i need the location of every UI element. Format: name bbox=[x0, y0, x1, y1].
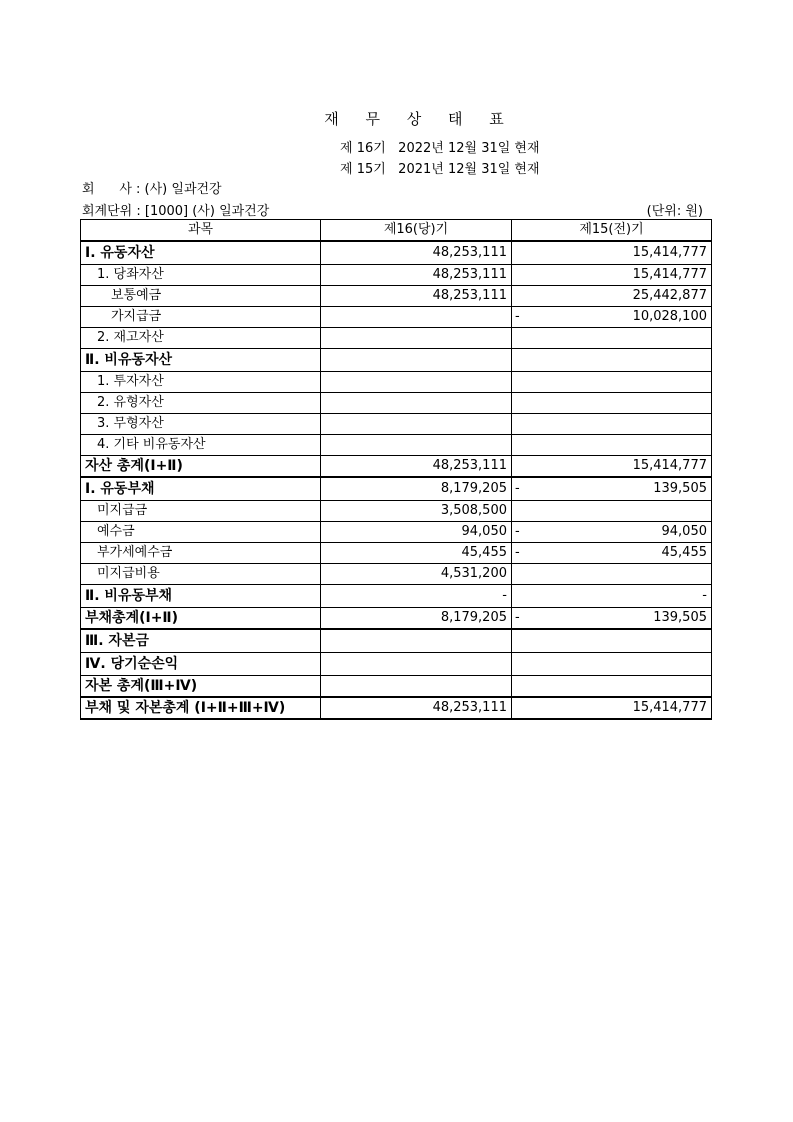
current-value-cell bbox=[321, 477, 512, 501]
current-value: 8,179,205 bbox=[440, 481, 507, 496]
row-label: Ⅰ. 유동부채 bbox=[81, 477, 321, 501]
prior-value-cell bbox=[512, 349, 712, 372]
current-value: 48,253,111 bbox=[432, 458, 507, 473]
currency-unit-label: (단위: 원) bbox=[646, 204, 703, 219]
prior-value-cell bbox=[512, 456, 712, 478]
current-value-cell bbox=[321, 501, 512, 522]
prior-value-cell bbox=[512, 564, 712, 585]
prior-value-cell bbox=[512, 522, 712, 543]
current-value-cell bbox=[321, 697, 512, 719]
prior-value-cell bbox=[512, 676, 712, 698]
row-label: Ⅱ. 비유동자산 bbox=[81, 349, 321, 372]
table-row bbox=[81, 456, 712, 478]
row-label: 2. 유형자산 bbox=[81, 393, 321, 414]
prior-value: 15,414,777 bbox=[632, 458, 707, 473]
row-label: 2. 재고자산 bbox=[81, 328, 321, 349]
prior-value-cell bbox=[512, 501, 712, 522]
row-label: 1. 투자자산 bbox=[81, 372, 321, 393]
period-current: 제 16기 2022년 12월 31일 현재 bbox=[340, 141, 540, 156]
row-label: 자본 총계(Ⅲ+Ⅳ) bbox=[81, 676, 321, 698]
prior-value-cell bbox=[512, 393, 712, 414]
period-prior: 제 15기 2021년 12월 31일 현재 bbox=[340, 162, 540, 177]
prior-value-cell bbox=[512, 241, 712, 265]
current-value: 48,253,111 bbox=[432, 267, 507, 282]
row-label: 가지급금 bbox=[81, 307, 321, 328]
table-row bbox=[81, 393, 712, 414]
prior-value-cell bbox=[512, 477, 712, 501]
accounting-unit: 회계단위 : [1000] (사) 일과건강 bbox=[82, 204, 270, 219]
table-row bbox=[81, 697, 712, 719]
current-value-cell bbox=[321, 653, 512, 676]
prior-value-cell bbox=[512, 265, 712, 286]
current-value: 45,455 bbox=[461, 545, 507, 560]
prior-value: 45,455 bbox=[661, 545, 707, 560]
prior-value: 10,028,100 bbox=[632, 309, 707, 324]
current-value-cell bbox=[321, 456, 512, 478]
row-label: 부가세예수금 bbox=[81, 543, 321, 564]
current-value: 8,179,205 bbox=[440, 610, 507, 625]
prior-value: - bbox=[702, 588, 707, 603]
current-value-cell bbox=[321, 435, 512, 456]
header-current-period: 제16(당)기 bbox=[321, 220, 512, 242]
current-value-cell bbox=[321, 676, 512, 698]
table-row bbox=[81, 501, 712, 522]
row-label: 1. 당좌자산 bbox=[81, 265, 321, 286]
current-value-cell bbox=[321, 328, 512, 349]
prior-value-cell bbox=[512, 414, 712, 435]
current-value: 3,508,500 bbox=[440, 503, 507, 518]
row-label: 4. 기타 비유동자산 bbox=[81, 435, 321, 456]
prior-sign: - bbox=[515, 309, 520, 324]
table-row bbox=[81, 585, 712, 608]
row-label: 보통예금 bbox=[81, 286, 321, 307]
current-value-cell bbox=[321, 241, 512, 265]
table-row bbox=[81, 414, 712, 435]
prior-value-cell bbox=[512, 585, 712, 608]
company-name: 회 사 : (사) 일과건강 bbox=[82, 182, 222, 197]
table-row bbox=[81, 328, 712, 349]
current-value-cell bbox=[321, 564, 512, 585]
row-label: Ⅳ. 당기순손익 bbox=[81, 653, 321, 676]
current-value-cell bbox=[321, 307, 512, 328]
balance-sheet-table bbox=[80, 219, 712, 720]
prior-value-cell bbox=[512, 307, 712, 328]
prior-value-cell bbox=[512, 286, 712, 307]
current-value-cell bbox=[321, 543, 512, 564]
current-value: 4,531,200 bbox=[440, 566, 507, 581]
prior-value: 25,442,877 bbox=[632, 288, 707, 303]
table-row bbox=[81, 241, 712, 265]
table-row bbox=[81, 435, 712, 456]
table-row bbox=[81, 286, 712, 307]
table-row bbox=[81, 522, 712, 543]
current-value: - bbox=[502, 588, 507, 603]
table-row bbox=[81, 564, 712, 585]
current-value-cell bbox=[321, 372, 512, 393]
current-value-cell bbox=[321, 629, 512, 653]
prior-value-cell bbox=[512, 697, 712, 719]
table-row bbox=[81, 349, 712, 372]
prior-value: 94,050 bbox=[661, 524, 707, 539]
current-value-cell bbox=[321, 522, 512, 543]
row-label: Ⅰ. 유동자산 bbox=[81, 241, 321, 265]
header-account: 과목 bbox=[81, 220, 321, 242]
prior-value: 139,505 bbox=[653, 481, 707, 496]
current-value: 48,253,111 bbox=[432, 700, 507, 715]
current-value-cell bbox=[321, 265, 512, 286]
table-row bbox=[81, 543, 712, 564]
prior-sign: - bbox=[515, 481, 520, 496]
prior-sign: - bbox=[515, 610, 520, 625]
table-row bbox=[81, 629, 712, 653]
prior-value: 15,414,777 bbox=[632, 267, 707, 282]
current-value: 48,253,111 bbox=[432, 288, 507, 303]
row-label: 3. 무형자산 bbox=[81, 414, 321, 435]
current-value-cell bbox=[321, 608, 512, 630]
row-label: 자산 총계(Ⅰ+Ⅱ) bbox=[81, 456, 321, 478]
prior-value-cell bbox=[512, 629, 712, 653]
current-value-cell bbox=[321, 349, 512, 372]
current-value-cell bbox=[321, 585, 512, 608]
table-row bbox=[81, 265, 712, 286]
prior-value-cell bbox=[512, 543, 712, 564]
header-prior-period: 제15(전)기 bbox=[512, 220, 712, 242]
table-row bbox=[81, 653, 712, 676]
row-label: Ⅲ. 자본금 bbox=[81, 629, 321, 653]
prior-value-cell bbox=[512, 372, 712, 393]
prior-value-cell bbox=[512, 608, 712, 630]
row-label: 미지급금 bbox=[81, 501, 321, 522]
row-label: 부채 및 자본총계 (Ⅰ+Ⅱ+Ⅲ+Ⅳ) bbox=[81, 697, 321, 719]
current-value-cell bbox=[321, 393, 512, 414]
current-value: 94,050 bbox=[461, 524, 507, 539]
prior-value-cell bbox=[512, 653, 712, 676]
row-label: 부채총계(Ⅰ+Ⅱ) bbox=[81, 608, 321, 630]
row-label: 예수금 bbox=[81, 522, 321, 543]
table-row bbox=[81, 372, 712, 393]
table-row bbox=[81, 676, 712, 698]
table-header-row bbox=[81, 220, 712, 242]
prior-value: 15,414,777 bbox=[632, 700, 707, 715]
prior-sign: - bbox=[515, 524, 520, 539]
prior-value-cell bbox=[512, 328, 712, 349]
row-label: Ⅱ. 비유동부채 bbox=[81, 585, 321, 608]
row-label: 미지급비용 bbox=[81, 564, 321, 585]
current-value-cell bbox=[321, 286, 512, 307]
current-value: 48,253,111 bbox=[432, 245, 507, 260]
prior-sign: - bbox=[515, 545, 520, 560]
prior-value-cell bbox=[512, 435, 712, 456]
document-title: 재 무 상 태 표 bbox=[324, 110, 515, 128]
table-row bbox=[81, 477, 712, 501]
table-row bbox=[81, 608, 712, 630]
current-value-cell bbox=[321, 414, 512, 435]
prior-value: 139,505 bbox=[653, 610, 707, 625]
prior-value: 15,414,777 bbox=[632, 245, 707, 260]
table-row bbox=[81, 307, 712, 328]
